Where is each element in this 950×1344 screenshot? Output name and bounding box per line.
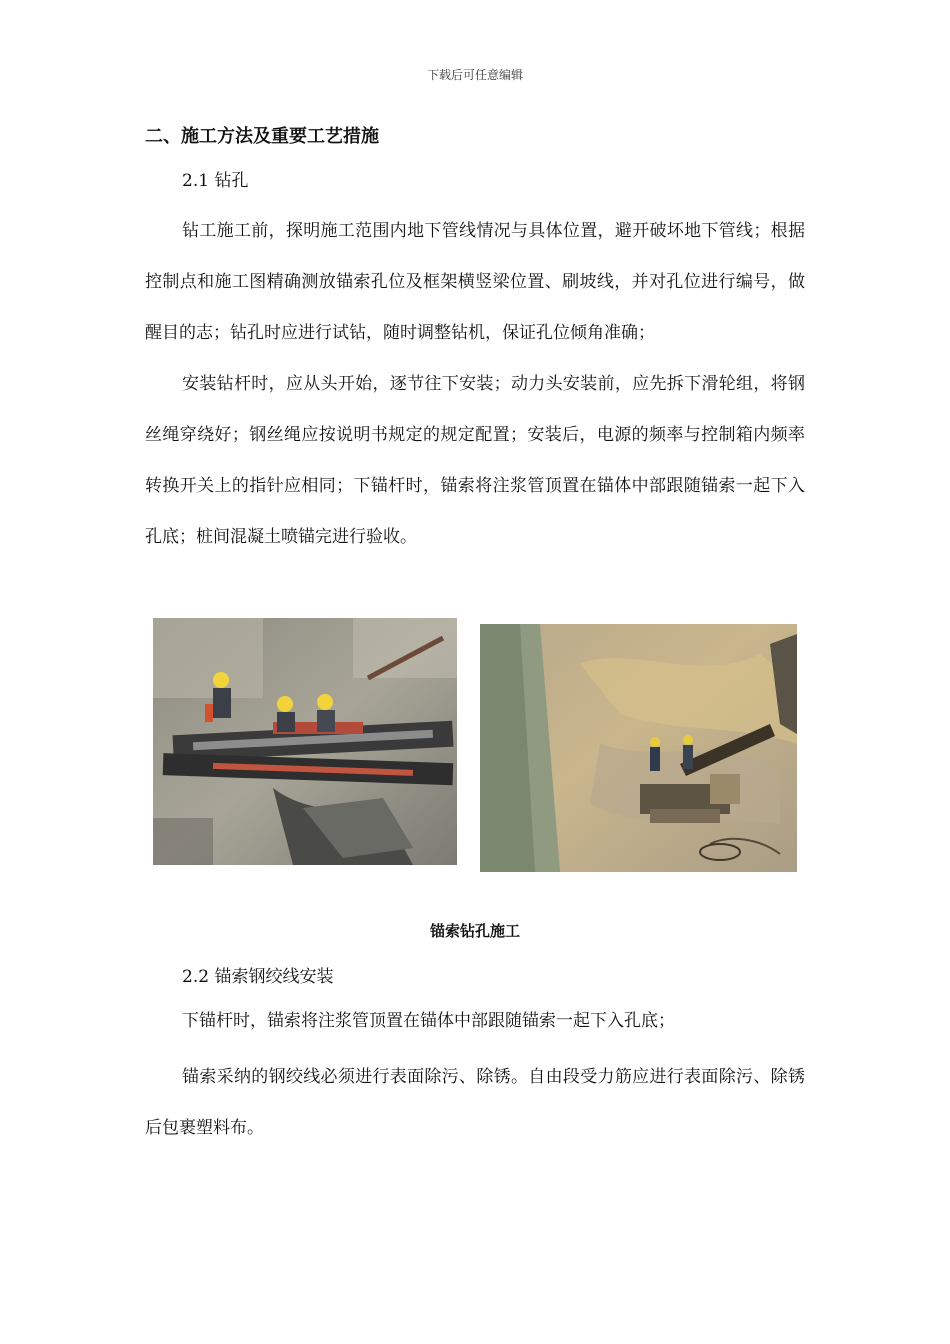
header-note: 下载后可任意编辑 (426, 68, 523, 82)
paragraph: 下锚杆时，锚索将注浆管顶置在锚体中部跟随锚索一起下入孔底； (182, 1011, 675, 1031)
paragraph: 钻工施工前，探明施工范围内地下管线情况与具体位置，避开破坏地下管线；根据控制点和施工图精确测放锚索孔位及框架横竖梁位置、刷坡线，并对孔位进行编号，做醒目的志；钻孔时应进行试钻，随时调整钻机，保证孔位倾角准确； (145, 221, 805, 343)
paragraph: 锚索采纳的钢绞线必须进行表面除污、除锈。自由段受力筋应进行表面除污、除锈后包裹塑料布。 (145, 1067, 805, 1138)
section-body (145, 118, 805, 563)
paragraph: 安装钻杆时，应从头开始，逐节往下安装；动力头安装前，应先拆下滑轮组，将钢丝绳穿绕好；钢丝绳应按说明书规定的规定配置；安装后，电源的频率与控制箱内频率转换开关上的指针应相同；下锚杆时，锚索将注浆管顶置在锚体中部跟随锚索一起下入孔底；桩间混凝土喷锚完进行验收。 (145, 374, 805, 547)
section-body-2 (145, 958, 805, 1154)
figure-caption: 锚索钻孔施工 (429, 922, 520, 940)
section-title: 二、施工方法及重要工艺措施 (145, 126, 379, 147)
subsection-title-drilling: 2.1 钻孔 (182, 171, 249, 191)
drilling-photo-left (153, 618, 457, 865)
subsection-title-strand-install: 2.2 锚索钢绞线安装 (182, 967, 334, 987)
drilling-photo-right (480, 624, 797, 872)
